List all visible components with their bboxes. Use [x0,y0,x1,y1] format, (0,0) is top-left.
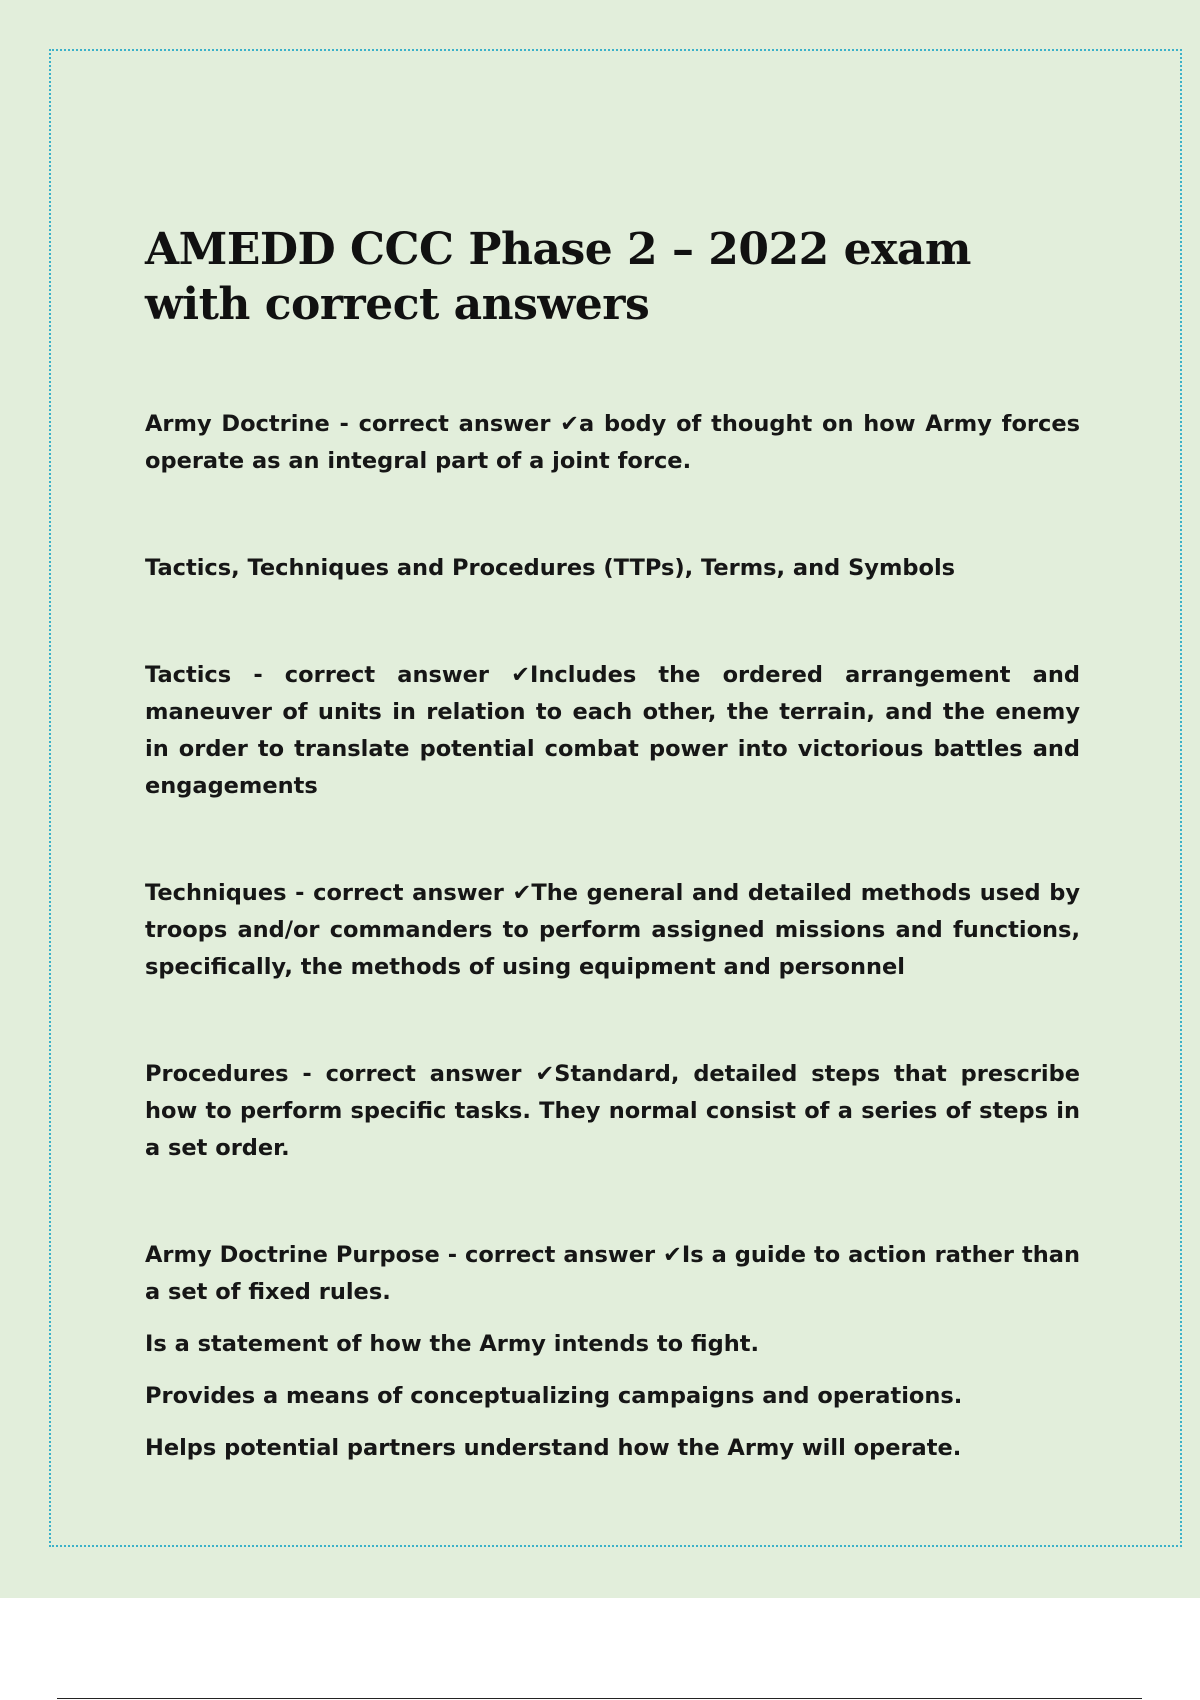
entry-answer: Standard, detailed steps that prescribe how to perform specific tasks. They normal consist of a series of steps in a set order. [145,1061,1080,1161]
entry-separator: - correct answer ✔ [329,411,580,437]
entry-term: Procedures [145,1061,289,1087]
section-heading-ttps: Tactics, Techniques and Procedures (TTPs), Terms, and Symbols [145,555,956,581]
document-content [145,222,1080,1467]
qa-entry-procedures [145,1056,1080,1167]
entry-separator: - correct answer ✔ [439,1242,682,1268]
purpose-line: Provides a means of conceptualizing campaigns and operations. [145,1383,963,1409]
qa-entry-tactics [145,657,1080,805]
qa-entry-army-doctrine [145,406,1080,480]
qa-entry-army-doctrine-purpose [145,1237,1080,1311]
document-title: AMEDD CCC Phase 2 – 2022 exam with correct answers [145,224,971,330]
entry-answer: a body of thought on how Army forces operate as an integral part of a joint force. [145,411,1080,474]
entry-separator: - correct answer ✔ [231,662,531,688]
purpose-line: Is a statement of how the Army intends to fight. [145,1331,760,1357]
entry-separator: - correct answer ✔ [286,880,532,906]
entry-answer: Is a guide to action rather than a set of fixed rules. [145,1242,1080,1305]
entry-term: Army Doctrine Purpose [145,1242,440,1268]
footer-rule [57,1698,1142,1699]
entry-term: Army Doctrine [145,411,330,437]
entry-separator: - correct answer ✔ [288,1061,555,1087]
purpose-line: Helps potential partners understand how the Army will operate. [145,1435,962,1461]
qa-entry-techniques [145,875,1080,986]
entry-term: Techniques [145,880,287,906]
entry-answer: The general and detailed methods used by troops and/or commanders to perform assigned missions and functions, specifically, the methods of using equipment and personnel [145,880,1080,980]
entry-answer: Includes the ordered arrangement and maneuver of units in relation to each other, the terrain, and the enemy in order to translate potential combat power into victorious battles and engagements [145,662,1080,799]
entry-term: Tactics [145,662,232,688]
